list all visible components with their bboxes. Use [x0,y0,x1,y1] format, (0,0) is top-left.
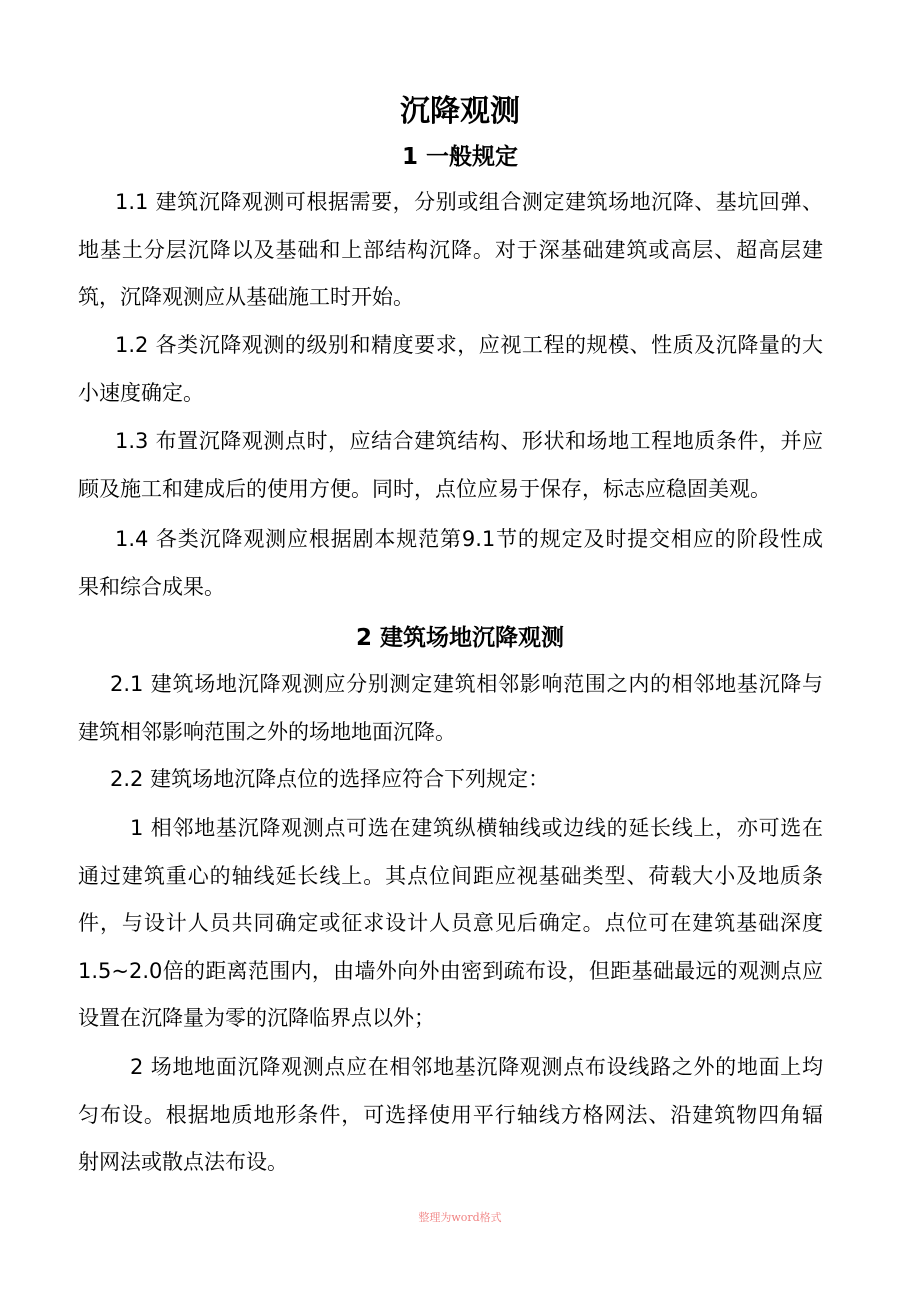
paragraph-line: 匀布设。根据地质地形条件，可选择使用平行轴线方格网法、沿建筑物四角辐 [78,1102,823,1127]
paragraph [78,756,823,804]
paragraph-line: 果和综合成果。 [78,574,225,599]
footer-watermark: 整理为word格式 [418,1211,502,1224]
paragraph-line: 2.1 建筑场地沉降观测应分别测定建筑相邻影响范围之内的相邻地基沉降与 [110,672,823,696]
section-heading-1: 1 一般规定 [401,144,518,170]
paragraph-line: 1.3 布置沉降观测点时，应结合建筑结构、形状和场地工程地质条件，并应 [115,429,823,453]
paragraph [78,418,823,513]
paragraph [78,1044,823,1187]
paragraph-line: 1.1 建筑沉降观测可根据需要，分别或组合测定建筑场地沉降、基坑回弹、 [115,190,823,214]
paragraph-line: 1.4 各类沉降观测应根据剧本规范第9.1节的规定及时提交相应的阶段性成 [115,527,823,551]
paragraph [78,516,823,611]
paragraph-line: 设置在沉降量为零的沉降临界点以外； [78,1006,435,1030]
section-heading-2: 2 建筑场地沉降观测 [355,625,564,651]
paragraph-line: 2 场地地面沉降观测点应在相邻地基沉降观测点布设线路之外的地面上均 [130,1055,823,1079]
paragraph-line: 件，与设计人员共同确定或征求设计人员意见后确定。点位可在建筑基础深度 [78,911,823,935]
paragraph-line: 2.2 建筑场地沉降点位的选择应符合下列规定： [110,767,550,791]
paragraph [78,805,823,1043]
document-title: 沉降观测 [400,94,520,129]
paragraph-line: 小速度确定。 [78,380,204,405]
paragraph [78,661,823,756]
paragraph-line: 通过建筑重心的轴线延长线上。其点位间距应视基础类型、荷载大小及地质条 [78,863,823,888]
paragraph-line: 地基土分层沉降以及基础和上部结构沉降。对于深基础建筑或高层、超高层建 [78,237,823,262]
paragraph-line: 1 相邻地基沉降观测点可选在建筑纵横轴线或边线的延长线上，亦可选在 [130,816,823,840]
paragraph-line: 射网法或散点法布设。 [78,1150,288,1174]
paragraph [78,179,823,322]
paragraph-line: 1.5~2.0倍的距离范围内，由墙外向外由密到疏布设，但距基础最远的观测点应 [78,958,823,983]
paragraph-line: 建筑相邻影响范围之外的场地地面沉降。 [78,719,456,744]
paragraph-line: 筑，沉降观测应从基础施工时开始。 [78,285,414,309]
paragraph [78,322,823,417]
paragraph-line: 顾及施工和建成后的使用方便。同时，点位应易于保存，标志应稳固美观。 [78,476,771,501]
paragraph-line: 1.2 各类沉降观测的级别和精度要求，应视工程的规模、性质及沉降量的大 [115,333,823,357]
